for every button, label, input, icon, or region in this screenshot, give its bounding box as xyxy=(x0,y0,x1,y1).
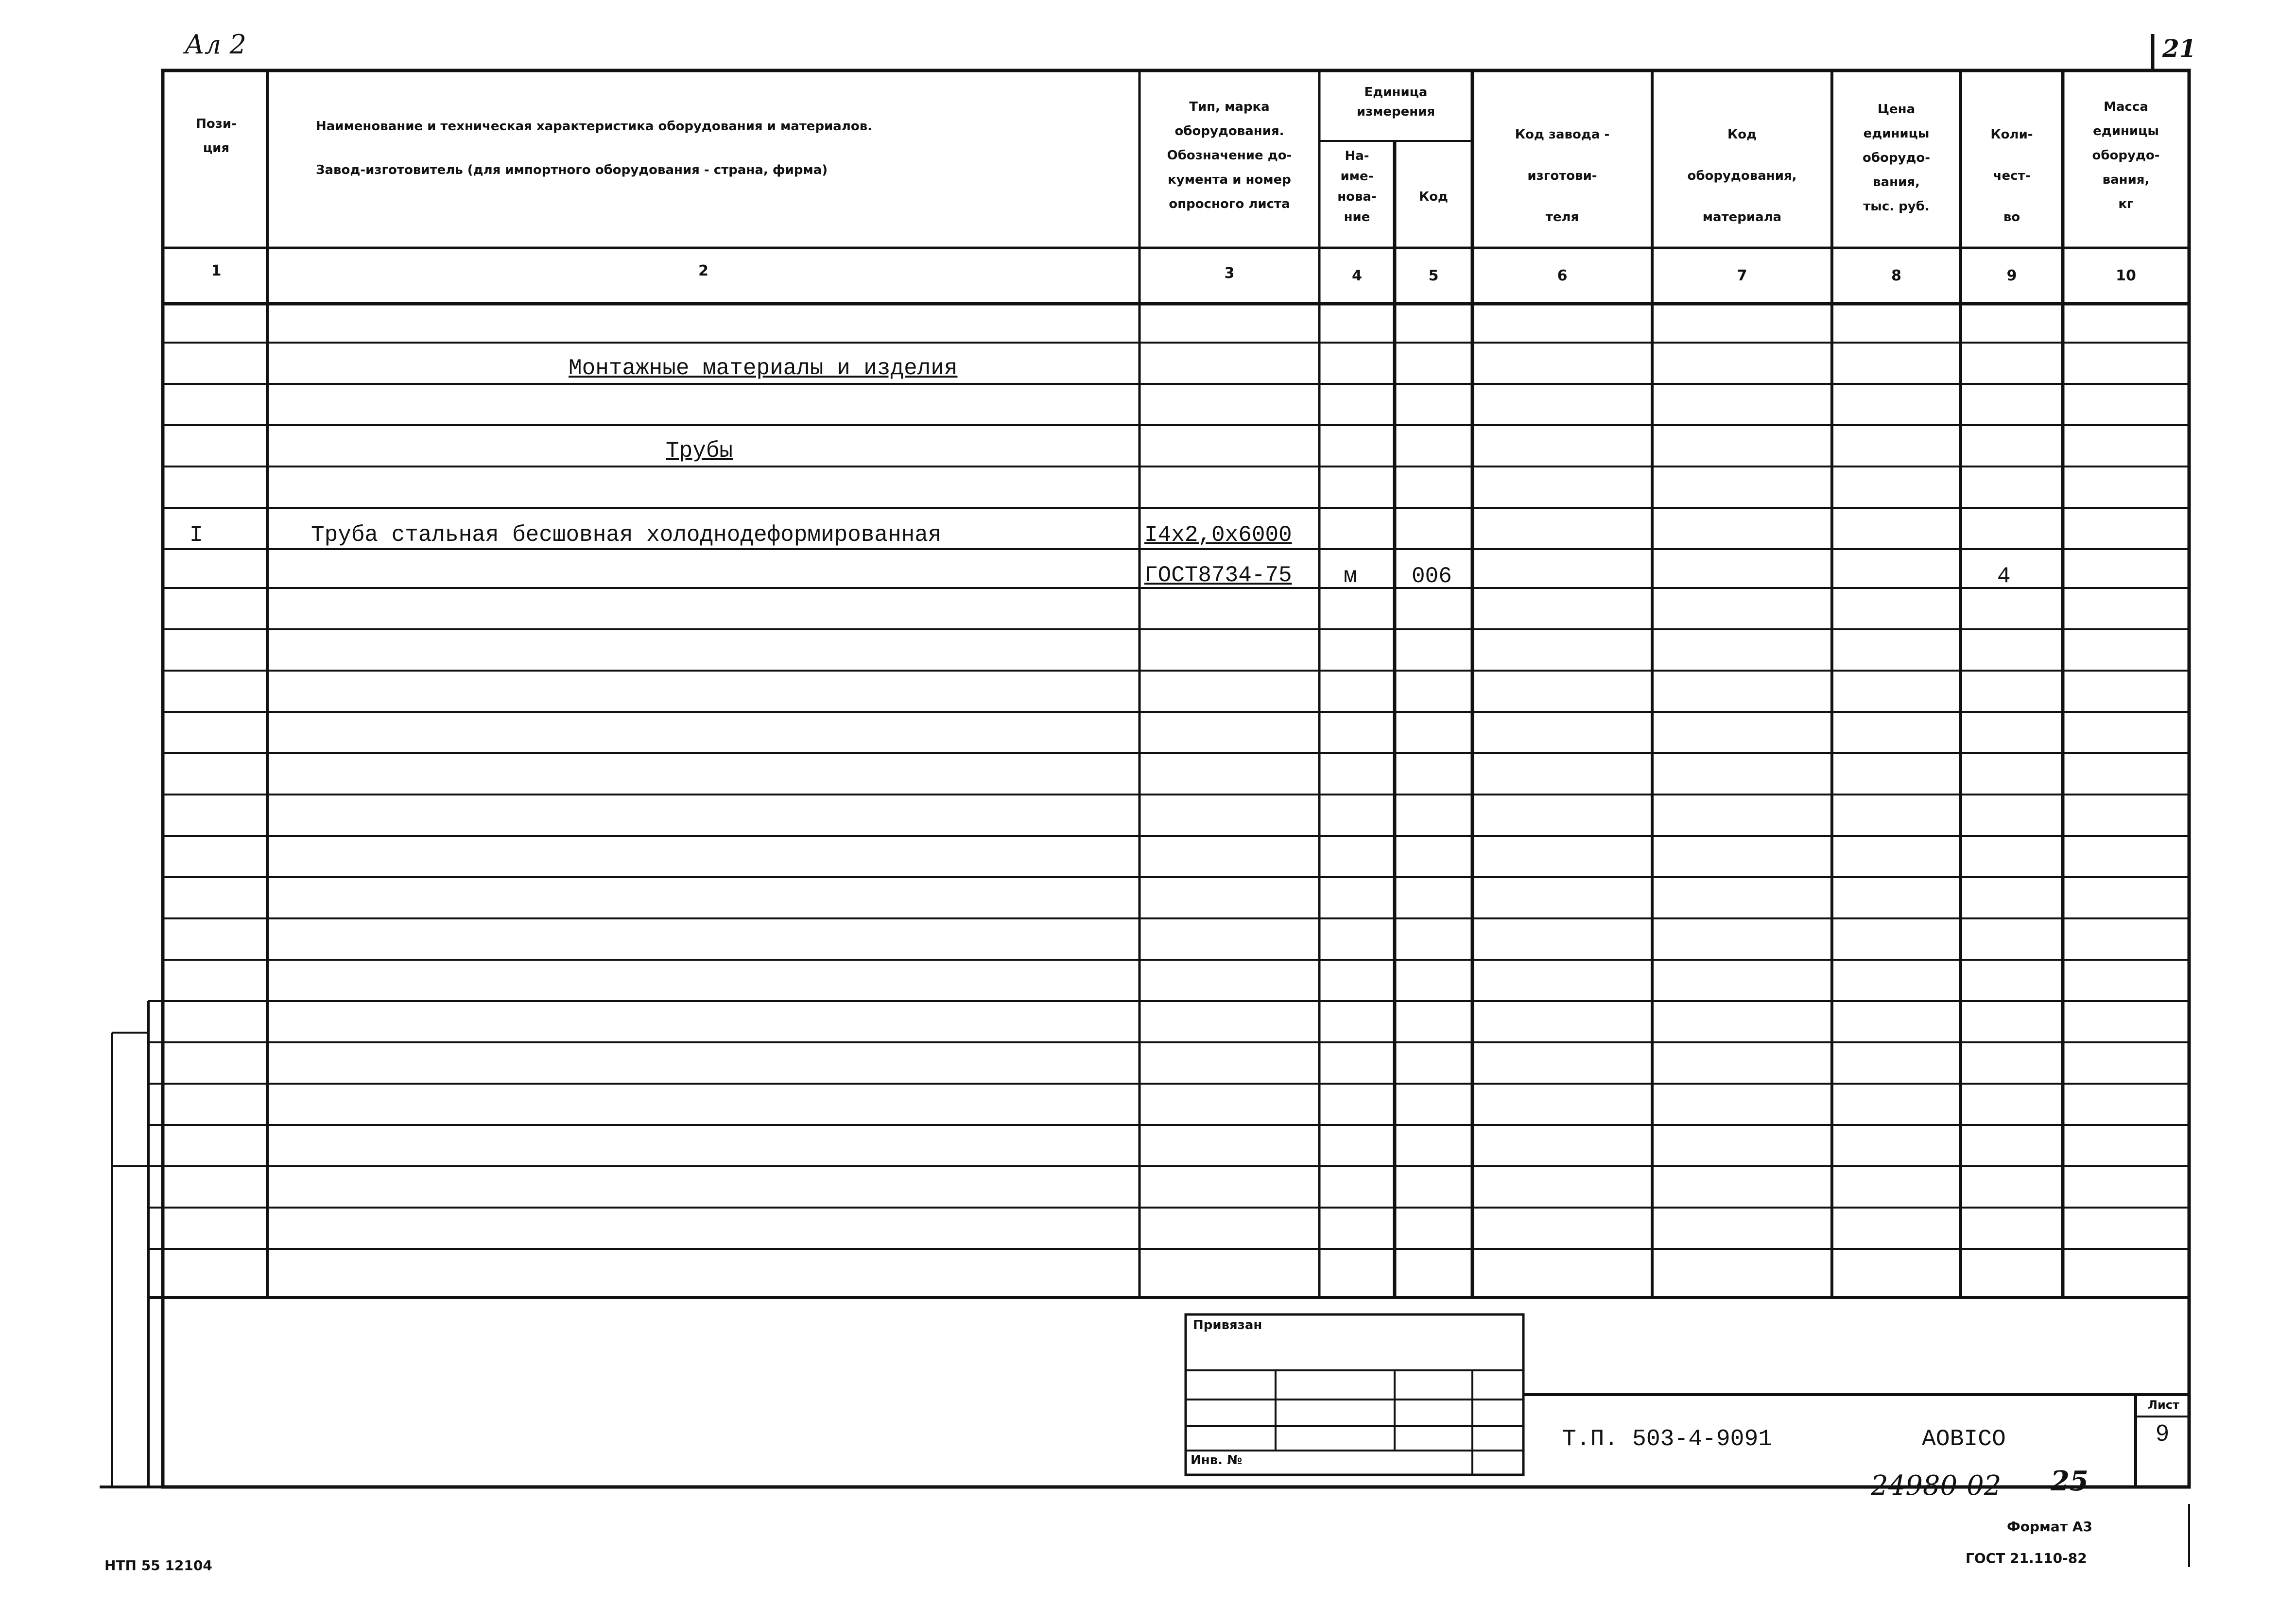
col-number-9: 9 xyxy=(2006,267,2017,284)
header-unit-group: Единица измерения xyxy=(1356,85,1435,119)
header-name-line1: Наименование и техническая характеристика оборудования и материалов. xyxy=(316,119,873,134)
inv-number-label: Инв. № xyxy=(1191,1453,1243,1468)
header-equipment-code: Код оборудования, материала xyxy=(1687,127,1797,225)
row-type-line1: I4x2,0x6000 xyxy=(1144,522,1292,548)
doc-code: Т.П. 503-4-9091 xyxy=(1562,1426,1773,1452)
col-number-6: 6 xyxy=(1557,267,1568,284)
header-position: Пози- ция xyxy=(196,117,237,156)
format-label: Формат А3 xyxy=(2007,1519,2092,1535)
row-type-line2: ГОСТ8734-75 xyxy=(1144,563,1292,588)
header-price: Цена единицы оборудо- вания, тыс. руб. xyxy=(1862,102,1931,214)
header-name-line2: Завод-изготовитель (для импортного оборудования - страна, фирма) xyxy=(316,163,828,177)
header-type: Тип, марка оборудования. Обозначение до- кумента и номер опросного листа xyxy=(1167,100,1292,211)
handwritten-number: 24980-02 xyxy=(1871,1470,2002,1502)
col-number-4: 4 xyxy=(1352,267,1362,284)
section-title: Монтажные материалы и изделия xyxy=(569,356,958,381)
col-number-5: 5 xyxy=(1428,267,1439,284)
header-factory-code: Код завода - изготови- теля xyxy=(1515,127,1610,225)
col-number-8: 8 xyxy=(1891,267,1901,284)
corner-note: Ал 2 xyxy=(185,29,246,60)
privyazan-label: Привязан xyxy=(1193,1318,1262,1332)
header-unit-code: Код xyxy=(1418,190,1449,204)
doc-suffix: АОВІСО xyxy=(1922,1426,2006,1452)
sheet-number: 9 xyxy=(2156,1420,2169,1446)
sheet-label: Лист xyxy=(2148,1398,2179,1412)
row-position: I xyxy=(190,522,203,548)
row-unit-name: м xyxy=(1344,564,1357,589)
col-number-10: 10 xyxy=(2116,267,2136,284)
row-unit-code: 006 xyxy=(1412,564,1452,589)
header-unit-name: На- име- нова- ние xyxy=(1337,149,1377,225)
header-mass: Масса единицы оборудо- вания, кг xyxy=(2092,100,2160,211)
col-number-1: 1 xyxy=(211,262,222,279)
sheet-corner-mark: 21 xyxy=(2162,34,2196,63)
col-number-7: 7 xyxy=(1737,267,1747,284)
header-quantity: Коли- чест- во xyxy=(1990,127,2033,225)
row-name: Труба стальная бесшовная холоднодеформированная xyxy=(311,522,942,548)
row-quantity: 4 xyxy=(1997,564,2011,589)
subsection-title: Трубы xyxy=(666,438,733,464)
gost-label: ГОСТ 21.110-82 xyxy=(1966,1550,2087,1566)
col-number-3: 3 xyxy=(1224,265,1235,282)
col-number-2: 2 xyxy=(698,262,708,279)
left-code: НТП 55 12104 xyxy=(104,1557,212,1573)
handwritten-page: 25 xyxy=(2051,1465,2089,1497)
